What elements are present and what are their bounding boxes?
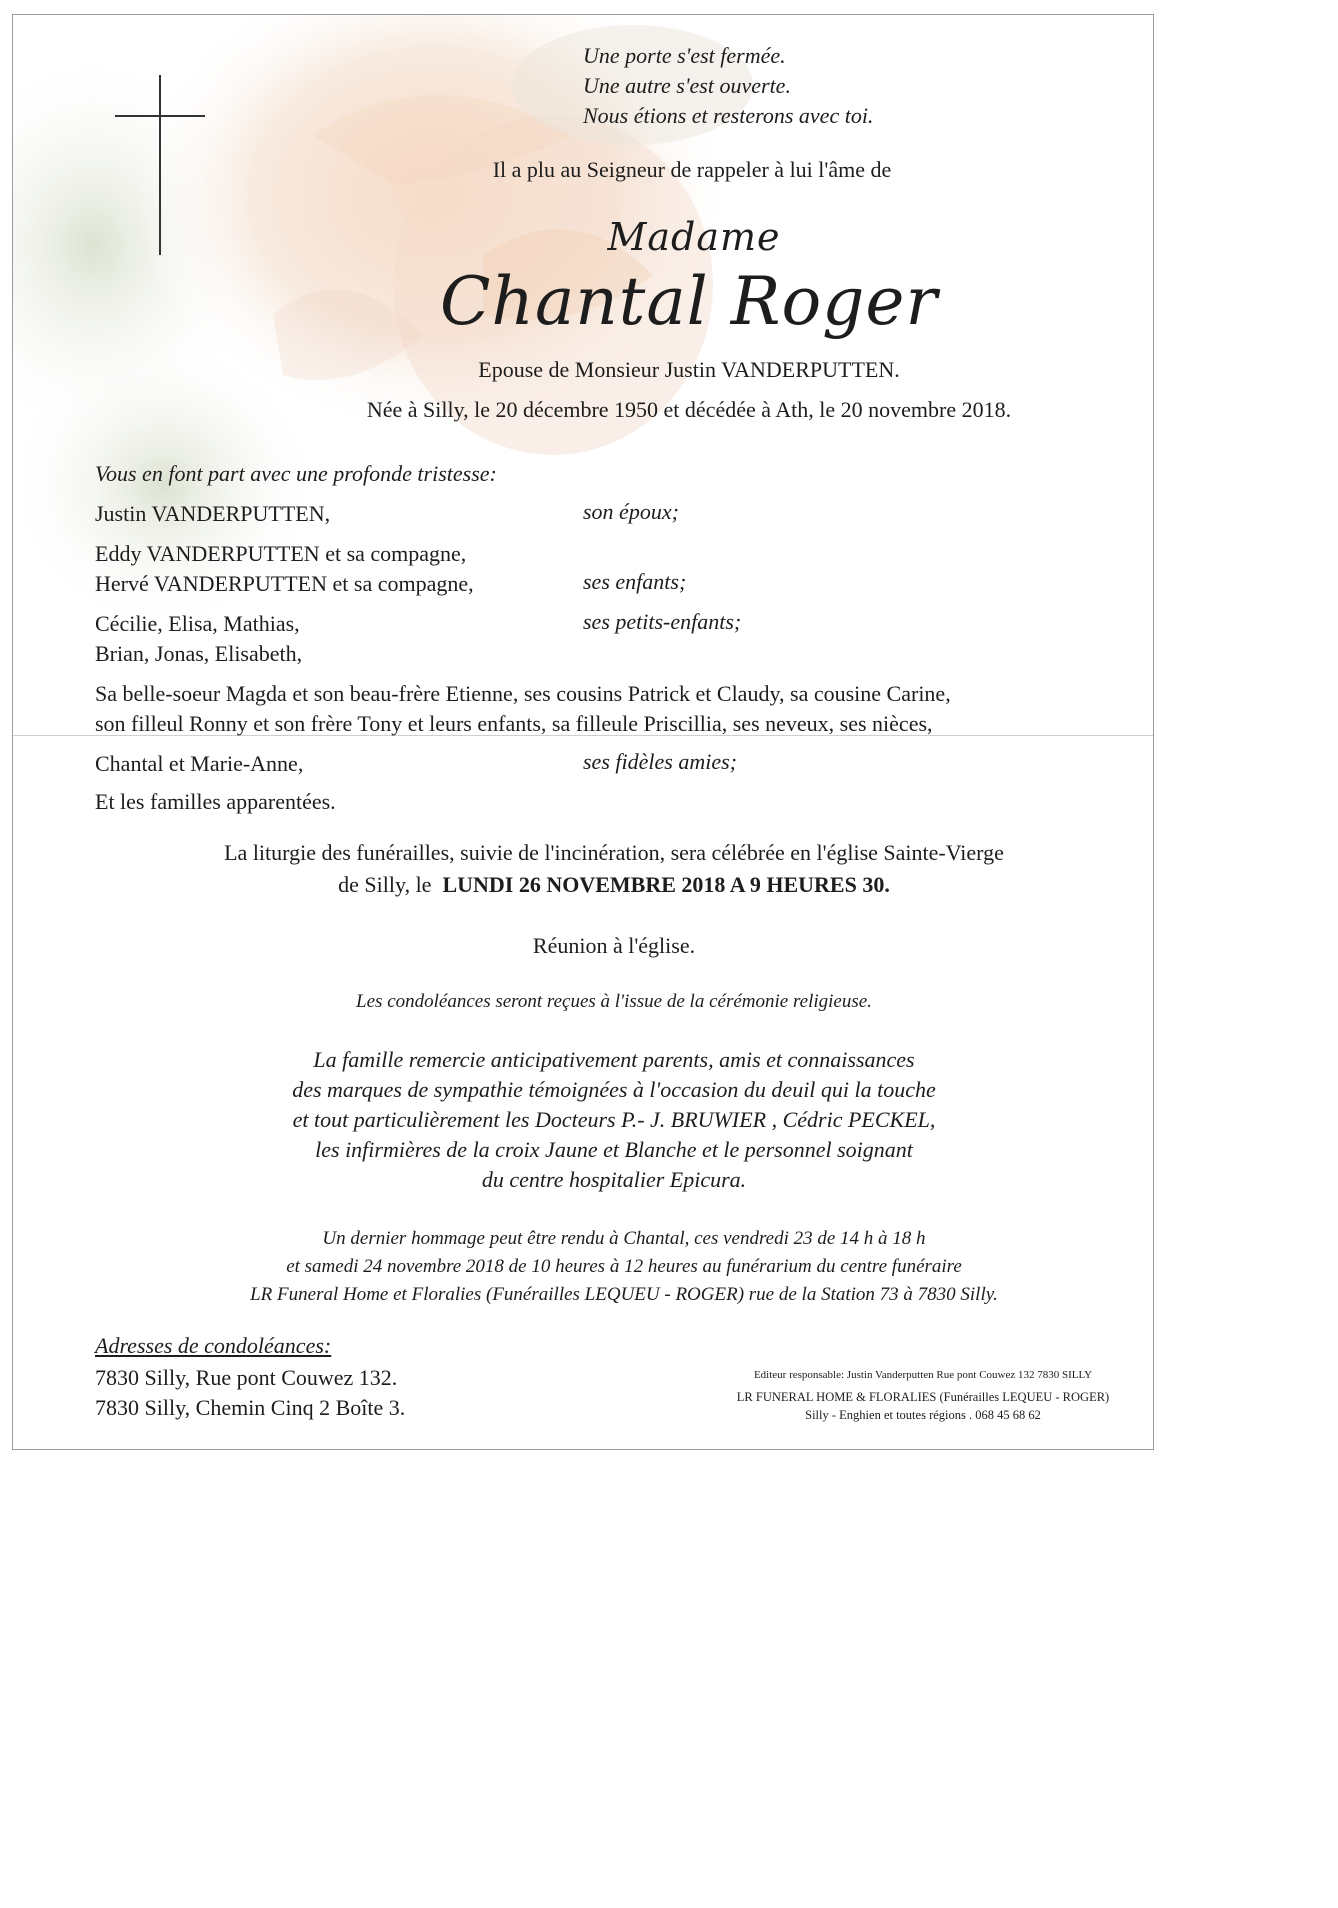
family-related: Et les familles apparentées. [95,789,336,814]
editor-line: Editeur responsable: Justin Vanderputten Rue pont Couwez 132 7830 SILLY [753,1369,1093,1381]
thanks-line: des marques de sympathie témoignées à l'occasion du deuil qui la touche [292,1077,936,1102]
family-spouse: Justin VANDERPUTTEN, [95,501,331,526]
liturgy-line [73,869,1154,901]
family-friends-relation: ses fidèles amies; [583,749,737,774]
family-spouse-relation: son époux; [583,499,679,524]
family-extended: son filleul Ronny et son frère Tony et leurs enfants, sa filleule Priscillia, ses neveux, ses nièces, [95,711,933,736]
thanks-line: La famille remercie anticipativement parents, amis et connaissances [313,1047,915,1072]
family-extended: Sa belle-soeur Magda et son beau-frère Etienne, ses cousins Patrick et Claudy, sa cousine Carine, [95,681,951,706]
poem-line: Nous étions et resterons avec toi. [583,103,874,128]
intro-text: Il a plu au Seigneur de rappeler à lui l'âme de [492,157,892,182]
hommage-line: et samedi 24 novembre 2018 de 10 heures à 12 heures au funérarium du centre funéraire [286,1256,962,1277]
funeral-home-line: LR FUNERAL HOME & FLORALIES (Funérailles LEQUEU - ROGER) [736,1390,1110,1404]
family-grandchildren: Brian, Jonas, Elisabeth, [95,641,303,666]
honorific: Madame [607,215,781,259]
liturgy-prefix: de Silly, le [338,872,432,897]
obituary-card [12,14,1154,1450]
poem-line: Une porte s'est fermée. [583,43,786,68]
contact-line: Silly - Enghien et toutes régions . 068 45 68 62 [805,1408,1041,1422]
announce-heading: Vous en font part avec une profonde tristesse: [95,461,497,486]
condolences-note: Les condoléances seront reçues à l'issue de la cérémonie religieuse. [356,991,872,1012]
thanks-line: les infirmières de la croix Jaune et Blanche et le personnel soignant [315,1137,913,1162]
poem [583,41,873,131]
liturgy-date: LUNDI 26 NOVEMBRE 2018 A 9 HEURES 30. [442,872,890,897]
liturgy-line: La liturgie des funérailles, suivie de l'incinération, sera célébrée en l'église Sainte-Vierge [224,840,1004,865]
reunion-text: Réunion à l'église. [532,933,696,958]
liturgy-text [13,837,1154,901]
hommage-text [13,1225,1154,1309]
birth-death-line: Née à Silly, le 20 décembre 1950 et décédée à Ath, le 20 novembre 2018. [366,397,1012,422]
family-grandchildren: Cécilie, Elisa, Mathias, [95,611,300,636]
poem-line: Une autre s'est ouverte. [583,73,791,98]
family-friends: Chantal et Marie-Anne, [95,751,304,776]
addresses-title: Adresses de condoléances: [95,1333,332,1358]
family-child: Hervé VANDERPUTTEN et sa compagne, [95,571,474,596]
deceased-name: Chantal Roger [439,263,939,340]
family-children-relation: ses enfants; [583,569,687,594]
spouse-line: Epouse de Monsieur Justin VANDERPUTTEN. [478,357,900,382]
hommage-line: LR Funeral Home et Floralies (Funérailles LEQUEU - ROGER) rue de la Station 73 à 7830 Silly. [250,1284,998,1305]
thanks-text [13,1045,1154,1195]
address-line: 7830 Silly, Rue pont Couwez 132. [95,1365,398,1390]
family-child: Eddy VANDERPUTTEN et sa compagne, [95,541,467,566]
thanks-line: et tout particulièrement les Docteurs P.- J. BRUWIER , Cédric PECKEL, [292,1107,936,1132]
family-grandchildren-relation: ses petits-enfants; [583,609,742,634]
thanks-line: du centre hospitalier Epicura. [481,1167,747,1192]
address-line: 7830 Silly, Chemin Cinq 2 Boîte 3. [95,1395,406,1420]
hommage-line: Un dernier hommage peut être rendu à Chantal, ces vendredi 23 de 14 h à 18 h [322,1228,926,1249]
